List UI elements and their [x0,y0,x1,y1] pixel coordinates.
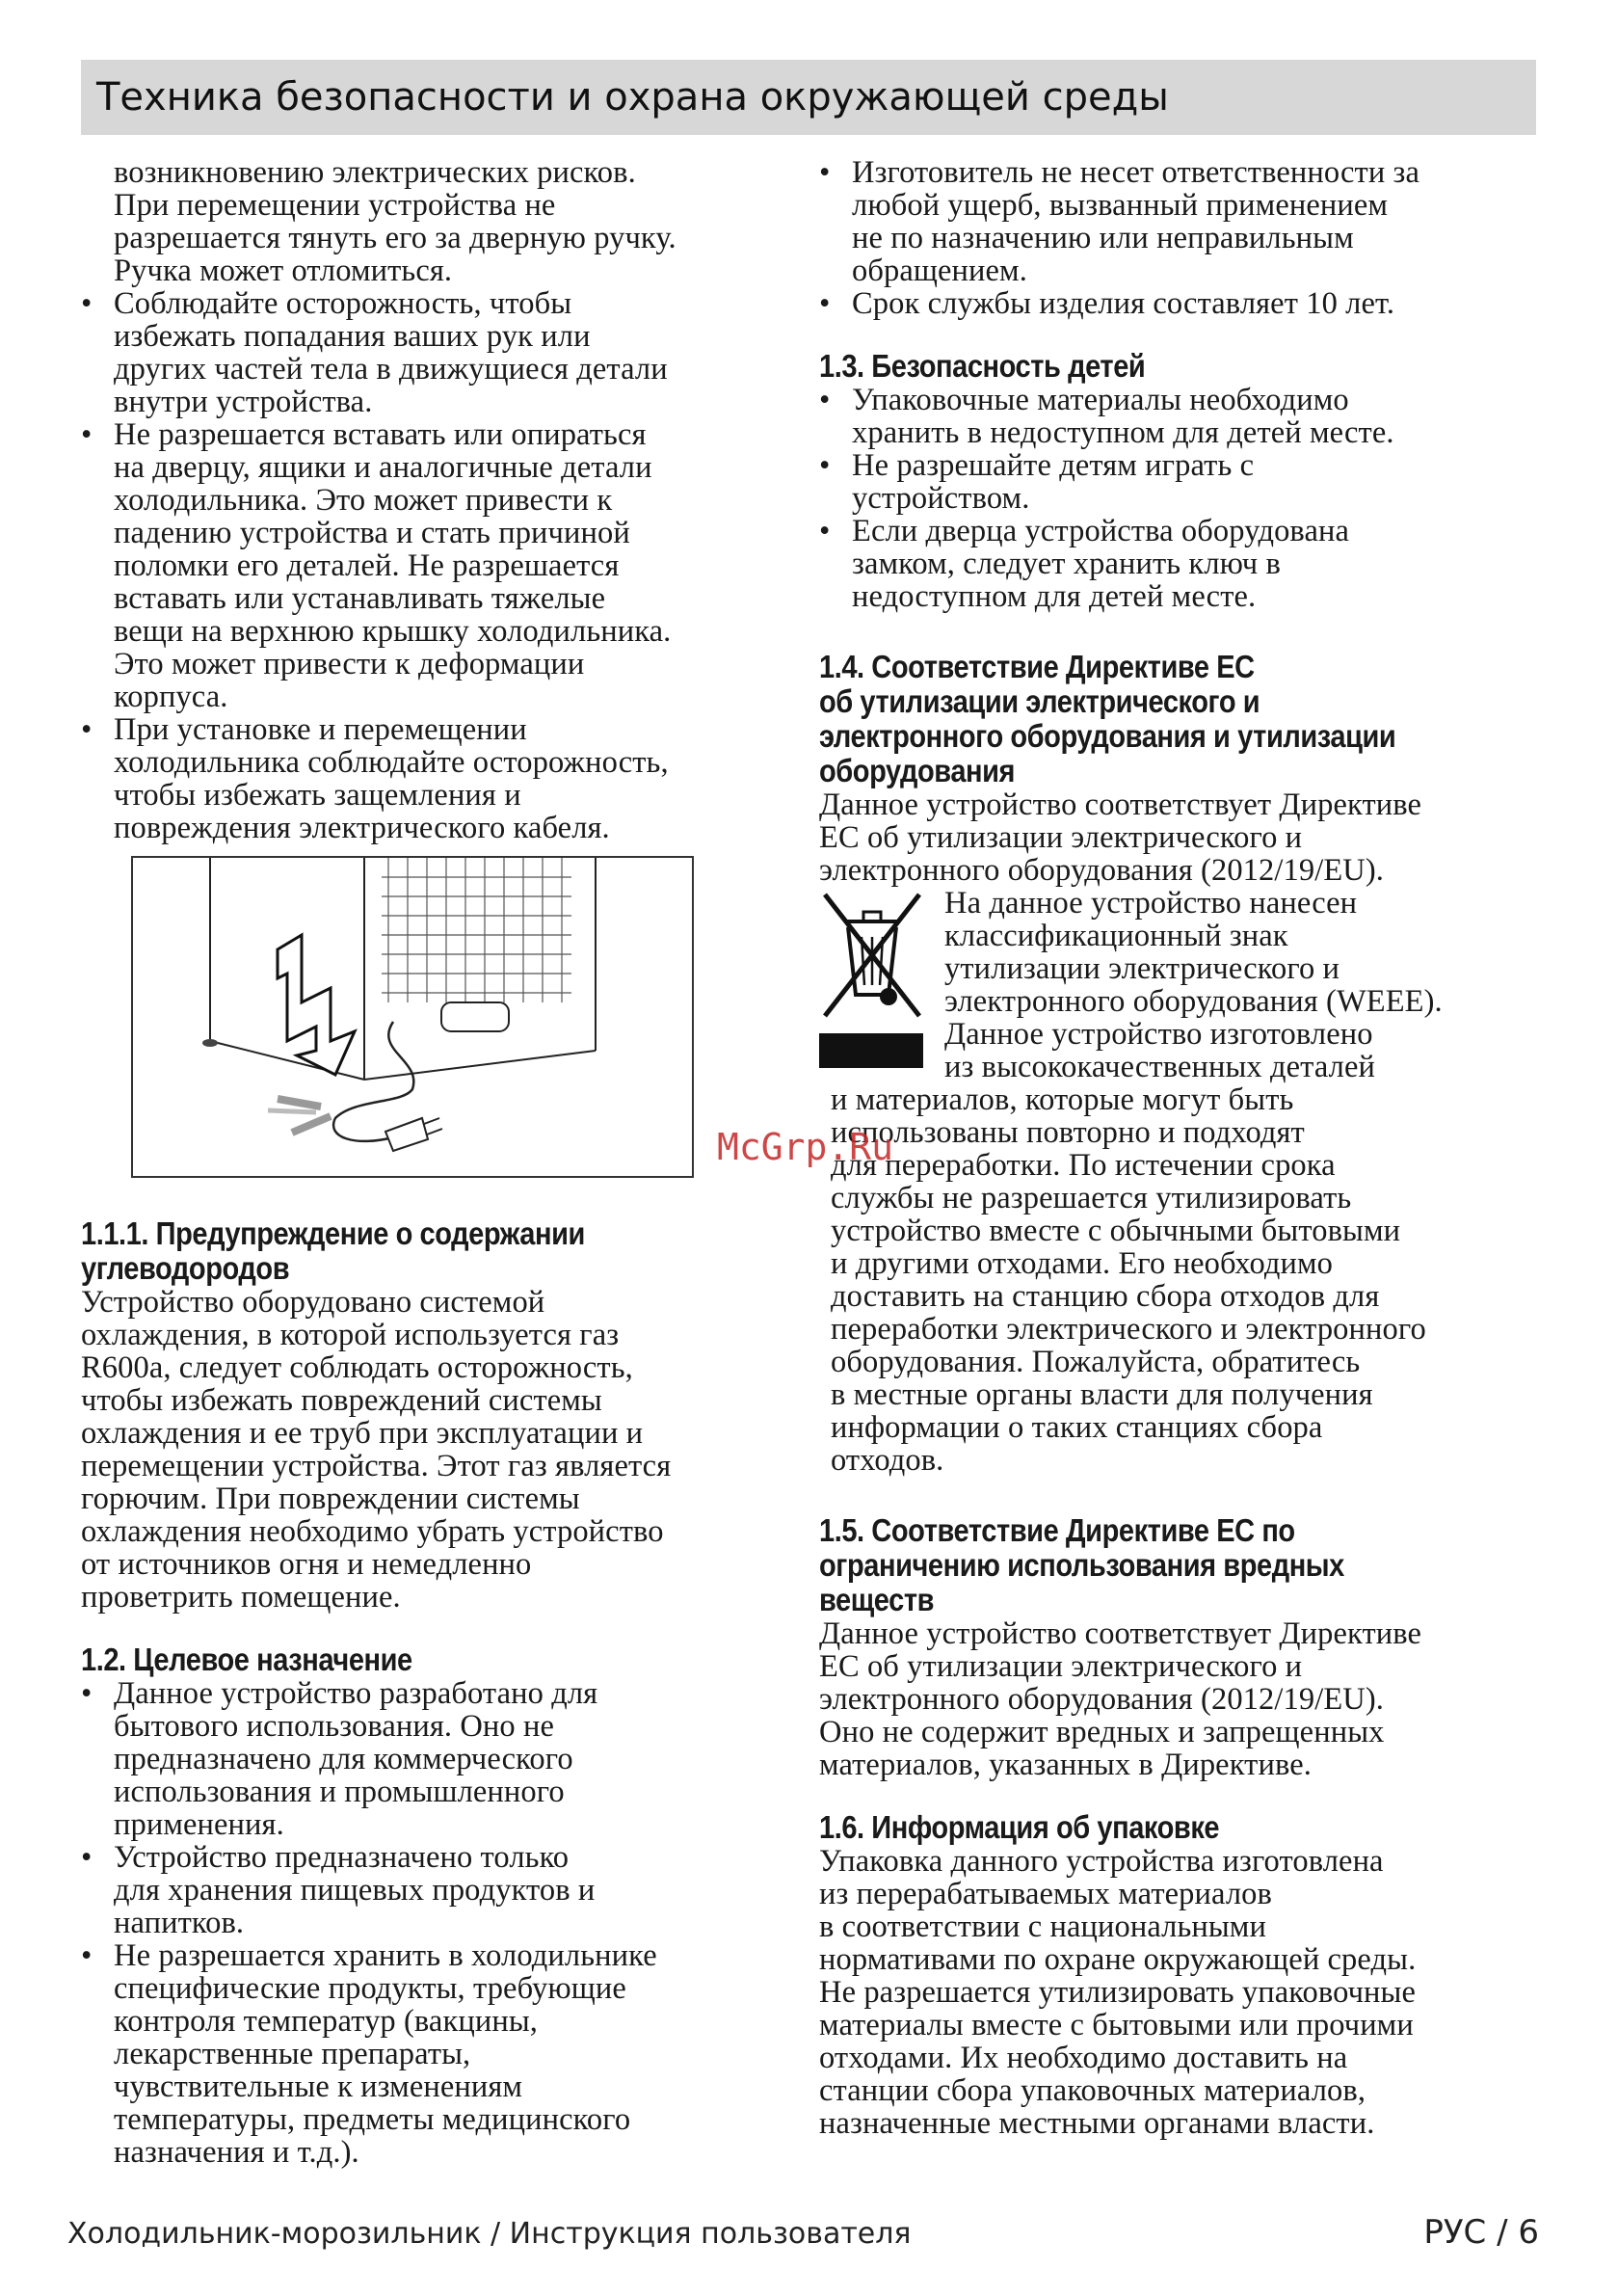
text-line: При перемещении устройства не [114,188,556,223]
heading-line: 1.5. Соответствие Директиве ЕС по [819,1512,1295,1548]
text-line: отходов. [831,1443,944,1478]
text-line: утилизации электрического и [944,951,1340,986]
section-body-1-5 [819,1617,1542,1781]
text-line: Это может привести к деформации [114,647,585,681]
heading-line: 1.4. Соответствие Директиве ЕС [819,649,1255,684]
intro-paragraph [81,156,775,287]
list-item [81,1841,775,1939]
text-line: других частей тела в движущиеся детали [114,352,668,387]
text-line: в соответствии с национальными [819,1909,1266,1944]
text-line: информации о таких станциях сбора [831,1410,1323,1445]
bullet-list [81,287,775,844]
text-line: использования и промышленного [114,1775,565,1809]
footer-document-title: Холодильник-морозильник / Инструкция пользователя [67,2217,912,2251]
text-line: • Упаковочные материалы необходимо [852,383,1349,417]
text-line: • Срок службы изделия составляет 10 лет. [852,286,1395,321]
text-line: Ручка может отломиться. [114,254,453,288]
text-line: использованы повторно и подходят [831,1115,1305,1150]
list-item [819,449,1542,515]
text-line: отходами. Их необходимо доставить на [819,2041,1348,2075]
text-line: материалов, указанных в Директиве. [819,1748,1312,1782]
text-line: напитков. [114,1906,245,1940]
text-line: Данное устройство соответствует Директиве [819,1616,1422,1651]
text-line: проветрить помещение. [81,1580,401,1615]
bullet-list [819,156,1542,320]
text-line: в местные органы власти для получения [831,1377,1373,1412]
text-line: На данное устройство нанесен [944,886,1358,921]
heading-line: оборудования [819,753,1016,788]
right-column [819,156,1542,2140]
text-line: горючим. При повреждении системы [81,1482,580,1516]
fridge-illustration-drawing [133,858,692,1176]
list-item [81,418,775,713]
text-line: поломки его деталей. Не разрешается [114,548,620,583]
heading-line: ограничению использования вредных [819,1547,1344,1583]
bullet-list [81,1677,775,2169]
list-item [819,287,1542,320]
heading-line: углеводородов [81,1250,290,1286]
text-line: температуры, предметы медицинского [114,2102,631,2137]
text-line: разрешается тянуть его за дверную ручку. [114,221,676,255]
text-line: охлаждения необходимо убрать устройство [81,1514,664,1549]
text-line: переработки электрического и электронного [831,1312,1426,1347]
section-body-1-6 [819,1845,1542,2140]
list-item [81,287,775,418]
text-line: применения. [114,1807,284,1842]
text-line: замком, следует хранить ключ в [852,547,1281,581]
section-heading-1-6: 1.6. Информация об упаковке [819,1809,1220,1845]
text-line: бытового использования. Оно не [114,1709,555,1744]
text-line: электронного оборудования (WEEE). [944,984,1443,1019]
text-line: • Соблюдайте осторожность, чтобы [114,286,572,321]
text-line: • Изготовитель не несет ответственности за [852,155,1420,190]
text-line: Упаковка данного устройства изготовлена [819,1844,1384,1879]
text-line: из высококачественных деталей [944,1050,1376,1084]
text-line: повреждения электрического кабеля. [114,811,610,845]
text-line: избежать попадания ваших рук или [114,319,591,354]
text-line: чтобы избежать защемления и [114,778,521,813]
text-line: для хранения пищевых продуктов и [114,1873,596,1908]
text-line: электронного оборудования (2012/19/EU). [819,1682,1384,1717]
heading-line: об утилизации электрического и [819,683,1260,719]
text-line: предназначено для коммерческого [114,1742,573,1776]
weee-notice [819,887,1542,1083]
text-line: • Не разрешайте детям играть с [852,448,1255,483]
text-line: Устройство оборудовано системой [81,1285,545,1320]
section-heading-1-1-1 [81,1216,692,1286]
section-body-1-4 [819,788,1542,887]
list-item [81,713,775,844]
page-header [81,60,1536,135]
text-line: назначенные местными органами власти. [819,2106,1375,2141]
text-line: назначения и т.д.). [114,2135,359,2170]
text-line: • Устройство предназначено только [114,1840,570,1875]
text-line: чувствительные к изменениям [114,2069,523,2104]
heading-line: веществ [819,1582,935,1617]
footer-page-number: РУС / 6 [1423,2213,1539,2252]
text-line: холодильника. Это может привести к [114,483,613,518]
text-line: из перерабатываемых материалов [819,1877,1272,1911]
text-line: • Данное устройство разработано для [114,1676,598,1711]
text-line: охлаждения, в которой используется газ [81,1318,620,1352]
list-item [81,1677,775,1841]
text-line: вставать или устанавливать тяжелые [114,581,606,616]
text-line: • Не разрешается хранить в холодильнике [114,1938,657,1973]
watermark: McGrp.Ru [717,1126,894,1168]
text-line: внутри устройства. [114,385,373,419]
text-line: хранить в недоступном для детей месте. [852,415,1394,450]
text-line: ЕС об утилизации электрического и [819,820,1303,855]
text-line: нормативами по охране окружающей среды. [819,1942,1417,1977]
text-line: возникновению электрических рисков. [114,155,636,190]
text-line: корпуса. [114,680,228,714]
heading-line: электронного оборудования и утилизации [819,718,1396,754]
text-line: • Если дверца устройства оборудована [852,514,1349,548]
text-line: материалы вместе с бытовыми или прочими [819,2008,1414,2042]
list-item [819,156,1542,287]
text-line: службы не разрешается утилизировать [831,1181,1352,1215]
text-line: оборудования. Пожалуйста, обратитесь [831,1345,1361,1379]
text-line: лекарственные препараты, [114,2037,471,2071]
text-line: вещи на верхнюю крышку холодильника. [114,614,672,649]
text-line: от источников огня и немедленно [81,1547,532,1582]
text-line: охлаждения и ее труб при эксплуатации и [81,1416,644,1451]
section-heading-1-2: 1.2. Целевое назначение [81,1642,412,1677]
text-line: не по назначению или неправильным [852,221,1354,255]
list-item [819,515,1542,613]
text-line: недоступном для детей месте. [852,579,1257,614]
text-line: для переработки. По истечении срока [831,1148,1336,1183]
section-heading-1-5 [819,1513,1455,1617]
text-line: Не разрешается утилизировать упаковочные [819,1975,1417,2010]
text-line: обращением. [852,254,1027,288]
text-line: Данное устройство изготовлено [944,1017,1373,1052]
text-line: классификационный знак [944,919,1288,953]
text-line: Оно не содержит вредных и запрещенных [819,1715,1385,1749]
bullet-list [819,384,1542,613]
text-line: и материалов, которые могут быть [831,1082,1294,1117]
weee-text [944,887,1542,1083]
list-item [819,384,1542,449]
text-line: устройством. [852,481,1030,516]
list-item [81,1939,775,2169]
text-line: чтобы избежать повреждений системы [81,1383,602,1418]
section-body-1-1-1 [81,1286,775,1614]
page-title: Техника безопасности и охрана окружающей среды [96,75,1169,120]
weee-continued [819,1083,1542,1477]
text-line: устройство вместе с обычными бытовыми [831,1214,1401,1248]
text-line: на дверцу, ящики и аналогичные детали [114,450,652,485]
text-line: перемещении устройства. Этот газ является [81,1449,672,1483]
text-line: • Не разрешается вставать или опираться [114,417,647,452]
text-line: и другими отходами. Его необходимо [831,1246,1334,1281]
text-line: доставить на станцию сбора отходов для [831,1279,1380,1314]
text-line: электронного оборудования (2012/19/EU). [819,853,1384,888]
text-line: • При установке и перемещении [114,712,527,747]
text-line: специфические продукты, требующие [114,1971,626,2006]
text-line: контроля температур (вакцины, [114,2004,538,2039]
text-line: ЕС об утилизации электрического и [819,1649,1303,1684]
heading-line: 1.1.1. Предупреждение о содержании [81,1215,585,1251]
text-line: Данное устройство соответствует Директиве [819,788,1422,822]
section-heading-1-4 [819,650,1455,788]
text-line: падению устройства и стать причиной [114,516,630,550]
weee-black-bar [819,1033,923,1068]
text-line: холодильника соблюдайте осторожность, [114,745,669,780]
section-heading-1-3: 1.3. Безопасность детей [819,348,1146,384]
text-line: станции сбора упаковочных материалов, [819,2073,1366,2108]
fridge-cable-illustration [131,856,694,1178]
text-line: любой ущерб, вызванный применением [852,188,1389,223]
crossed-out-bin-icon [819,889,925,1024]
text-line: R600a, следует соблюдать осторожность, [81,1350,633,1385]
left-column [81,156,775,2169]
